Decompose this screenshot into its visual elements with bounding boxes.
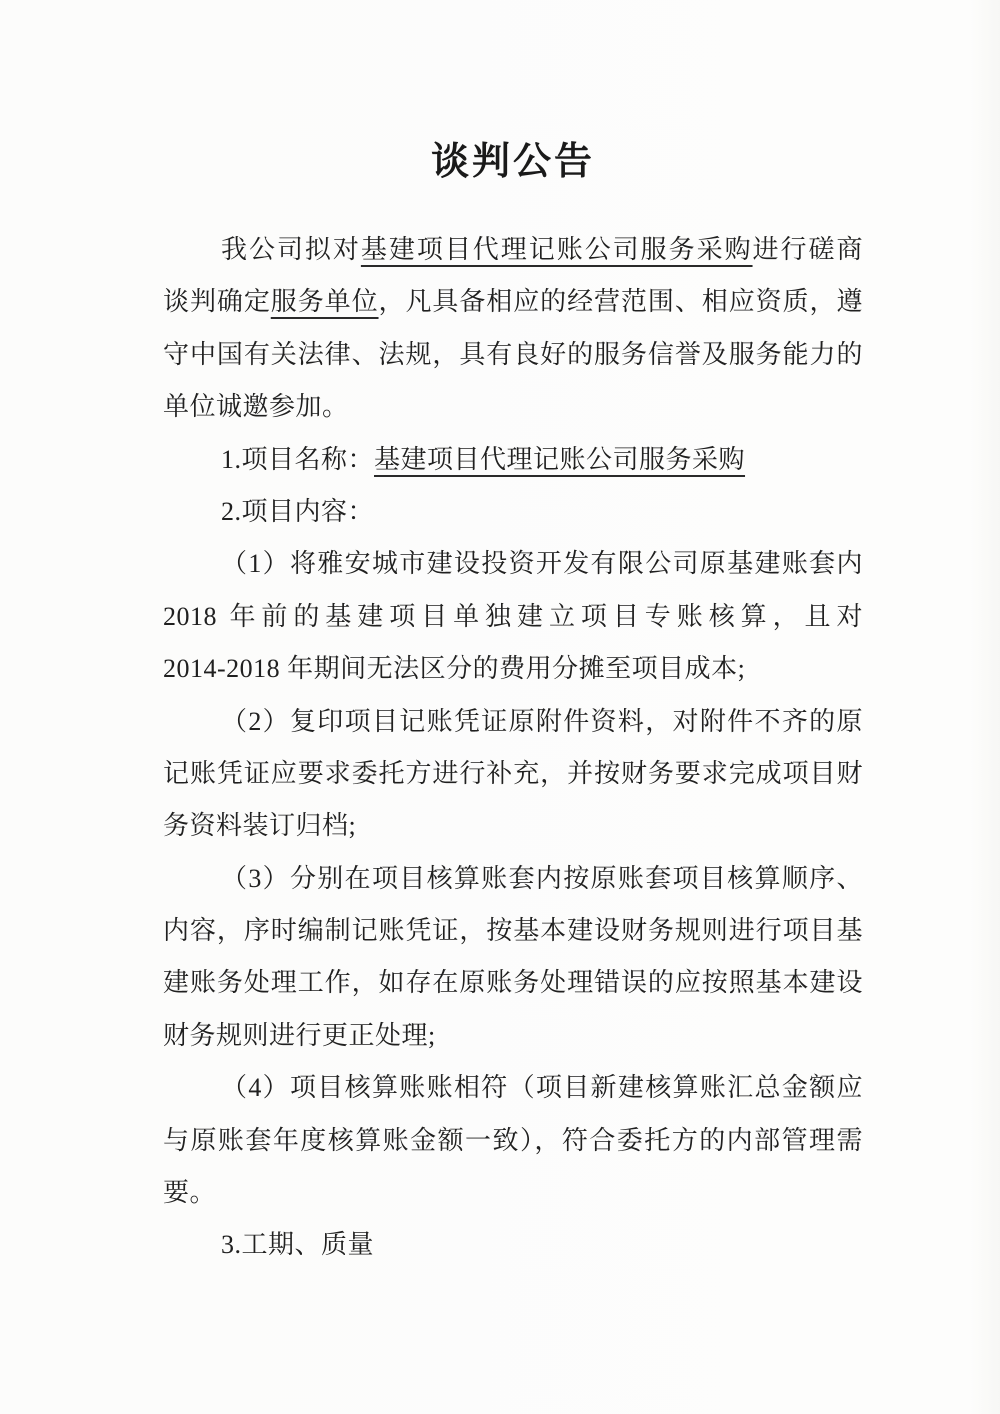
- content-1-line-1: （1）将雅安城市建设投资开发有限公司原基建账套内: [221, 549, 863, 579]
- underlined-text: 基建项目代理记账公司服务采购: [374, 444, 746, 474]
- underlined-text: 服务单位: [270, 287, 379, 317]
- text-run: 进行磋商: [752, 235, 863, 264]
- content-4-line-2: 与原账套年度核算账金额一致），符合委托方的内部管理需: [163, 1125, 863, 1155]
- content-3-line-4: 财务规则进行更正处理;: [163, 1020, 436, 1050]
- text-run: ，凡具备相应的经营范围、相应资质，遵: [378, 287, 863, 317]
- content-2-line-1: （2）复印项目记账凭证原附件资料，对附件不齐的原: [221, 706, 863, 736]
- content-3-line-1: （3）分别在项目核算账套内按原账套项目核算顺序、: [221, 863, 863, 893]
- item-1-project-name: [163, 434, 863, 486]
- text-run: 谈判确定: [163, 287, 271, 317]
- content-1-line-2: 2018 年前的基建项目单独建立项目专账核算，且对: [163, 601, 863, 631]
- underlined-text: 基建项目代理记账公司服务采购: [360, 235, 753, 264]
- item-3-duration-quality: 3.工期、质量: [221, 1230, 375, 1260]
- content-4-line-1: （4）项目核算账账相符（项目新建核算账汇总金额应: [221, 1073, 863, 1103]
- intro-line-2: [163, 276, 863, 328]
- intro-line-1: [163, 224, 863, 276]
- content-2-line-3: 务资料装订归档;: [163, 811, 357, 841]
- document-title: 谈判公告: [430, 141, 595, 183]
- content-4-line-3: 要。: [163, 1178, 217, 1208]
- intro-line-4: 单位诚邀参加。: [163, 392, 349, 422]
- document-body: [163, 224, 863, 1272]
- content-1-line-3: 2014-2018 年期间无法区分的费用分摊至项目成本;: [163, 654, 746, 684]
- text-run: 我公司拟对: [221, 235, 361, 264]
- content-3-line-3: 建账务处理工作，如存在原账务处理错误的应按照基本建设: [163, 968, 863, 998]
- item-label: 1.项目名称：: [221, 444, 375, 474]
- content-3-line-2: 内容，序时编制记账凭证，按基本建设财务规则进行项目基: [163, 916, 863, 946]
- item-2-project-content: 2.项目内容：: [221, 496, 375, 526]
- content-2-line-2: 记账凭证应要求委托方进行补充，并按财务要求完成项目财: [163, 758, 863, 788]
- intro-line-3: 守中国有关法律、法规，具有良好的服务信誉及服务能力的: [163, 339, 863, 369]
